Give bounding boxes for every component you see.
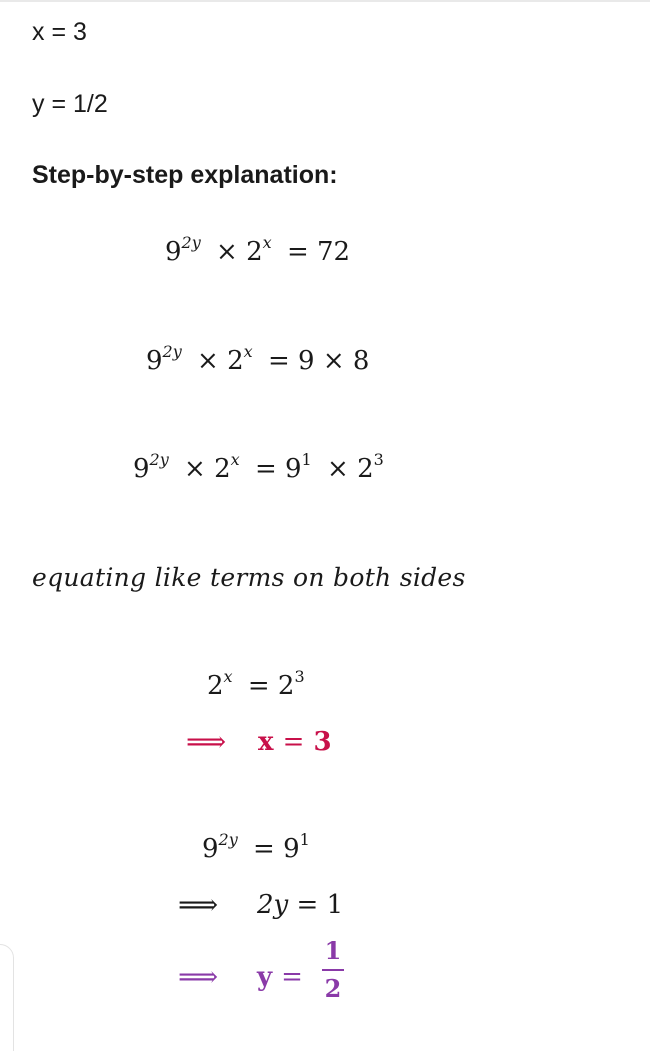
x-rhs-base: 2 <box>277 671 295 701</box>
y-lhs-exp: 2y <box>218 830 238 849</box>
eq1-base1: 9 <box>165 237 182 267</box>
eq2-rhs-b: 8 <box>352 346 370 376</box>
x-lhs-exp: x <box>223 667 233 686</box>
eq3-rhs-base2: 2 <box>357 454 374 484</box>
y-step-equals: = <box>296 890 319 920</box>
x-result-equals: = <box>282 727 305 757</box>
eq3-times: × <box>184 454 206 484</box>
x-rhs-exp: 3 <box>294 667 305 686</box>
y-rhs-exp: 1 <box>299 830 310 849</box>
equation-2 <box>146 342 370 376</box>
fraction-bar <box>322 969 344 971</box>
equation-3 <box>133 450 384 484</box>
eq1-equals: = <box>286 237 309 267</box>
eq3-rhs-exp2: 3 <box>373 450 384 469</box>
y-step-implies-arrow-icon: ⟹ <box>178 888 219 921</box>
y-result-numerator: 1 <box>324 936 342 965</box>
side-panel-tab[interactable] <box>0 944 14 1051</box>
eq2-exp2: x <box>243 342 253 361</box>
eq2-times: × <box>197 346 219 376</box>
y-equation <box>202 830 310 864</box>
eq3-rhs-exp1: 1 <box>301 450 312 469</box>
eq3-base1: 9 <box>133 454 150 484</box>
answer-y: y = 1/2 <box>32 90 108 118</box>
eq2-base2: 2 <box>227 346 244 376</box>
y-step-rhs: 1 <box>326 890 344 920</box>
equation-1 <box>165 233 351 267</box>
y-equals: = <box>253 834 275 864</box>
eq1-rhs: 72 <box>317 237 351 267</box>
y-implies-arrow-icon: ⟹ <box>178 960 219 993</box>
eq3-equals: = <box>254 454 277 484</box>
eq3-base2: 2 <box>214 454 231 484</box>
x-implies-arrow-icon: ⟹ <box>186 725 227 758</box>
eq2-exp1: 2y <box>162 342 182 361</box>
x-result <box>258 729 332 755</box>
eq2-rhs-a: 9 <box>298 346 315 376</box>
x-result-var: x <box>258 727 274 757</box>
explanation-heading: Step-by-step explanation: <box>32 161 338 189</box>
eq3-rhs-times: × <box>327 454 349 484</box>
equating-text: equating like terms on both sides <box>32 563 466 592</box>
y-step <box>257 892 343 918</box>
y-result <box>257 964 303 990</box>
y-rhs-base: 9 <box>283 834 300 864</box>
eq1-exp2: x <box>262 233 272 252</box>
eq1-base2: 2 <box>246 237 263 267</box>
y-step-lhs: 2y <box>257 890 289 920</box>
eq3-exp1: 2y <box>149 450 169 469</box>
y-result-equals: = <box>281 962 303 992</box>
top-border <box>0 0 650 2</box>
eq1-exp1: 2y <box>181 233 201 252</box>
x-equals: = <box>247 671 270 701</box>
y-lhs-base: 9 <box>202 834 219 864</box>
eq3-exp2: x <box>230 450 240 469</box>
y-result-denominator: 2 <box>324 974 342 1003</box>
y-result-var: y <box>257 962 273 992</box>
eq2-base1: 9 <box>146 346 163 376</box>
eq2-equals: = <box>267 346 290 376</box>
eq3-rhs-base1: 9 <box>285 454 302 484</box>
y-result-fraction <box>322 936 344 1003</box>
x-equation <box>207 667 305 701</box>
answer-x: x = 3 <box>32 18 87 46</box>
eq1-times: × <box>216 237 238 267</box>
x-lhs-base: 2 <box>207 671 224 701</box>
eq2-rhs-times: × <box>322 346 345 376</box>
x-result-value: 3 <box>313 727 332 757</box>
